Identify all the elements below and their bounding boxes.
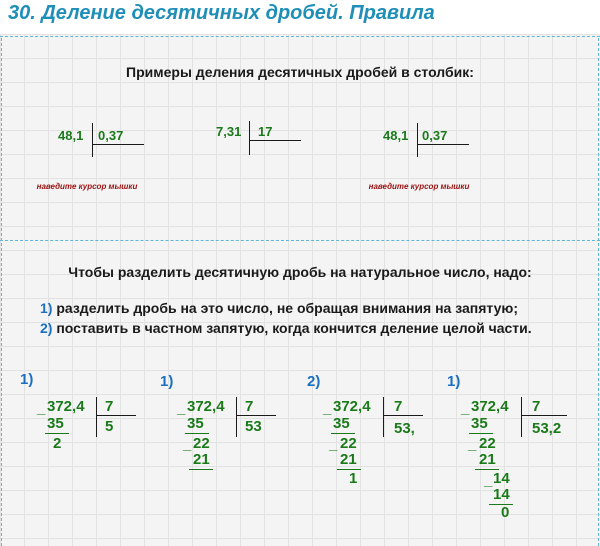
division-bar: [521, 415, 567, 416]
quotient: 53: [245, 418, 262, 435]
subtrahend: 21: [340, 451, 357, 468]
rule-2: [40, 320, 532, 336]
division-bar: [383, 415, 423, 416]
subtrahend: 35: [471, 415, 488, 432]
subtract-line: [189, 469, 213, 470]
remainder: 2: [53, 435, 62, 452]
dividend: 372,4: [47, 398, 85, 415]
step-label: 1): [447, 373, 461, 390]
dividend: 372,4: [471, 398, 509, 415]
left-border: [1, 38, 2, 546]
subtract-line: [45, 433, 69, 434]
example-divisor: 0,37: [422, 128, 448, 143]
quotient: 5: [105, 418, 114, 435]
subtrahend: 14: [493, 486, 510, 503]
rule-text: разделить дробь на это число, не обращая внимания на запятую;: [56, 300, 518, 316]
subtrahend: 35: [333, 415, 350, 432]
rule-heading: Чтобы разделить десятичную дробь на натуральное число, надо:: [68, 264, 532, 280]
example-dividend: 7,31: [216, 124, 242, 139]
hover-hint: наведите курсор мышки: [368, 182, 470, 191]
page-title: 30. Деление десятичных дробей. Правила: [8, 2, 435, 24]
rule-1: [40, 300, 518, 316]
subtract-line: [185, 433, 209, 434]
subtrahend: 35: [47, 415, 64, 432]
divisor: 7: [105, 398, 114, 415]
division-bar: [236, 415, 276, 416]
quotient: 53,2: [532, 420, 562, 437]
minus-sign: _: [484, 472, 493, 489]
division-bar: [521, 397, 522, 437]
example-divisor: 17: [258, 124, 273, 139]
minus-sign: _: [461, 400, 470, 417]
hover-hint: наведите курсор мышки: [36, 182, 138, 191]
quotient: 53,: [394, 420, 415, 437]
right-border: [598, 38, 599, 546]
partial-dividend: 14: [493, 470, 510, 487]
division-bar: [96, 397, 97, 437]
partial-dividend: 22: [340, 435, 357, 452]
middle-divider: [0, 240, 600, 241]
subtrahend: 21: [193, 451, 210, 468]
division-bar: [249, 140, 301, 141]
division-bar: [249, 121, 250, 155]
divisor: 7: [245, 398, 254, 415]
division-bar: [96, 415, 136, 416]
remainder: 0: [501, 504, 510, 521]
minus-sign: _: [323, 400, 332, 417]
divisor: 7: [532, 398, 541, 415]
minus-sign: _: [37, 400, 46, 417]
top-divider: [0, 36, 600, 37]
division-bar: [92, 123, 93, 157]
minus-sign: _: [329, 436, 338, 453]
examples-heading: Примеры деления десятичных дробей в столбик:: [126, 64, 474, 80]
step-label: 2): [307, 373, 321, 390]
subtrahend: 21: [479, 451, 496, 468]
minus-sign: _: [468, 436, 477, 453]
example-dividend: 48,1: [58, 128, 84, 143]
division-bar: [92, 144, 144, 145]
step-label: 1): [20, 371, 34, 388]
rule-number: 2): [40, 320, 53, 336]
grid-background: [0, 34, 600, 546]
division-bar: [383, 397, 384, 437]
divisor: 7: [394, 398, 403, 415]
rule-text: поставить в частном запятую, когда кончится деление целой части.: [56, 320, 532, 336]
example-dividend: 48,1: [383, 128, 409, 143]
division-bar: [417, 144, 469, 145]
dividend: 372,4: [187, 398, 225, 415]
minus-sign: _: [183, 436, 192, 453]
remainder: 1: [349, 470, 358, 487]
subtract-line: [331, 433, 355, 434]
dividend: 372,4: [333, 398, 371, 415]
rule-number: 1): [40, 300, 53, 316]
partial-dividend: 22: [193, 435, 210, 452]
division-bar: [236, 397, 237, 437]
subtract-line: [469, 433, 493, 434]
subtrahend: 35: [187, 415, 204, 432]
minus-sign: _: [177, 400, 186, 417]
step-label: 1): [160, 373, 174, 390]
partial-dividend: 22: [479, 435, 496, 452]
division-bar: [417, 123, 418, 157]
example-divisor: 0,37: [98, 128, 124, 143]
